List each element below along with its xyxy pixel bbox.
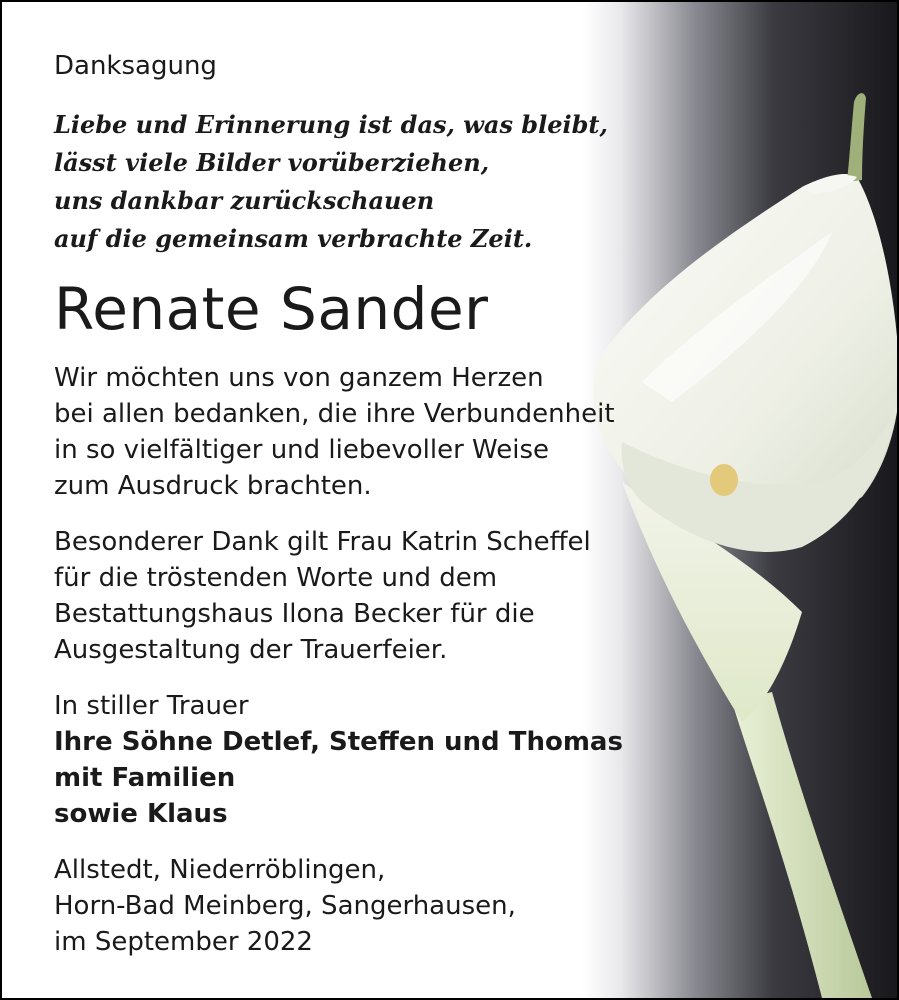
paragraph-line: Bestattungshaus Ilona Becker für die [54,599,535,629]
place-line: Horn-Bad Meinberg, Sangerhausen, [54,891,516,921]
paragraph-line: bei allen bedanken, die ihre Verbundenheit [54,399,615,429]
thanks-paragraph [54,360,654,504]
poem-line: Liebe und Erinnerung ist das, was bleibt, [54,110,608,139]
signature-line: Ihre Söhne Detlef, Steffen und Thomas [54,727,623,757]
paragraph-line: in so vielfältiger und liebevoller Weise [54,435,550,465]
paragraph-line: für die tröstenden Worte und dem [54,563,498,593]
special-thanks-paragraph [54,524,654,668]
paragraph-line: Wir möchten uns von ganzem Herzen [54,363,544,393]
place-and-date [54,852,654,960]
date-line: im September 2022 [54,927,313,957]
heading-danksagung: Danksagung [54,51,217,81]
signature-line: mit Familien [54,763,236,793]
paragraph-line: Ausgestaltung der Trauerfeier. [54,635,448,665]
poem [54,106,654,258]
poem-line: lässt viele Bilder vorüberziehen, [54,148,490,177]
poem-line: auf die gemeinsam verbrachte Zeit. [54,224,533,253]
paragraph-line: Besonderer Dank gilt Frau Katrin Scheffel [54,527,591,557]
paragraph-line: zum Ausdruck brachten. [54,471,372,501]
text-column [54,46,654,960]
poem-line: uns dankbar zurückschauen [54,186,435,215]
deceased-name: Renate Sander [54,275,489,343]
place-line: Allstedt, Niederröblingen, [54,855,386,885]
signature-intro: In stiller Trauer [54,691,249,721]
mourners-signature [54,688,654,832]
signature-line: sowie Klaus [54,799,228,829]
